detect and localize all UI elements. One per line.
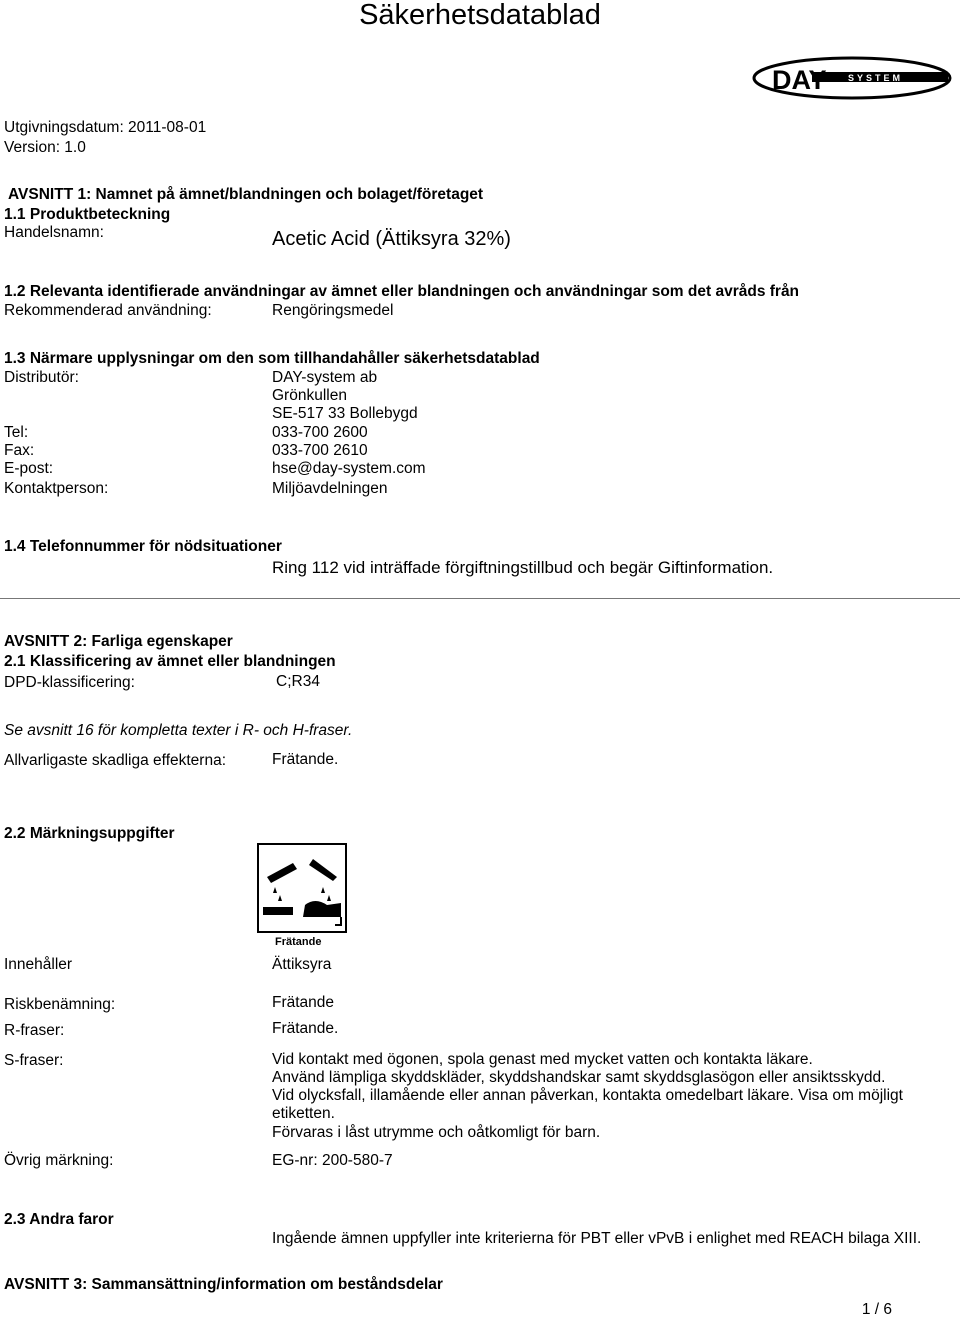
- fax-label: Fax:: [4, 442, 35, 459]
- recommended-use-label: Rekommenderad användning:: [4, 302, 212, 319]
- contains-label: Innehåller: [4, 956, 73, 973]
- dpd-value: C;R34: [276, 673, 320, 690]
- section2-heading: AVSNITT 2: Farliga egenskaper: [4, 633, 233, 650]
- s-phrase-line: Vid kontakt med ögonen, spola genast med mycket vatten och kontakta läkare.: [272, 1051, 813, 1068]
- section2-1-heading: 2.1 Klassificering av ämnet eller blandningen: [4, 653, 336, 670]
- other-marking-label: Övrig märkning:: [4, 1152, 114, 1169]
- r-phrases-value: Frätande.: [272, 1020, 339, 1037]
- s-phrase-line: etiketten.: [272, 1105, 335, 1122]
- section-divider: [0, 598, 960, 599]
- section2-3-heading: 2.3 Andra faror: [4, 1211, 114, 1228]
- logo-subtext: SYSTEM: [848, 73, 904, 83]
- distributor-street: Grönkullen: [272, 387, 347, 404]
- r-phrases-label: R-fraser:: [4, 1022, 65, 1039]
- email-value: hse@day-system.com: [272, 460, 426, 477]
- tel-label: Tel:: [4, 424, 29, 441]
- document-title: Säkerhetsdatablad: [359, 0, 601, 31]
- effects-value: Frätande.: [272, 751, 339, 768]
- effects-label: Allvarligaste skadliga effekterna:: [4, 752, 227, 769]
- s-phrase-line: Förvaras i låst utrymme och oåtkomligt för barn.: [272, 1124, 601, 1141]
- contact-value: Miljöavdelningen: [272, 480, 388, 497]
- page-number: 1 / 6: [861, 1301, 892, 1318]
- trade-name-value: Acetic Acid (Ättiksyra 32%): [272, 228, 511, 250]
- other-hazards-text: Ingående ämnen uppfyller inte kriterierna för PBT eller vPvB i enlighet med REACH bilaga XIII.: [272, 1230, 922, 1247]
- risk-label: Riskbenämning:: [4, 996, 116, 1013]
- section1-heading: AVSNITT 1: Namnet på ämnet/blandningen och bolaget/företaget: [8, 186, 484, 203]
- section1-1-heading: 1.1 Produktbeteckning: [4, 206, 171, 223]
- version: Version: 1.0: [4, 139, 86, 156]
- distributor-city: SE-517 33 Bollebygd: [272, 405, 418, 422]
- other-marking-value: EG-nr: 200-580-7: [272, 1152, 393, 1169]
- section2-2-heading: 2.2 Märkningsuppgifter: [4, 825, 175, 842]
- distributor-name: DAY-system ab: [272, 369, 378, 386]
- section1-4-heading: 1.4 Telefonnummer för nödsituationer: [4, 538, 282, 555]
- section3-heading: AVSNITT 3: Sammansättning/information om beståndsdelar: [4, 1276, 443, 1293]
- recommended-use-value: Rengöringsmedel: [272, 302, 394, 319]
- email-label: E-post:: [4, 460, 54, 477]
- s-phrase-line: Använd lämpliga skyddskläder, skyddshandskar samt skyddsglasögon eller ansiktsskydd.: [272, 1069, 886, 1086]
- issue-date: Utgivningsdatum: 2011-08-01: [4, 119, 207, 136]
- tel-value: 033-700 2600: [272, 424, 368, 441]
- risk-value: Frätande: [272, 994, 335, 1011]
- contact-label: Kontaktperson:: [4, 480, 109, 497]
- s-phrase-line: Vid olycksfall, illamående eller annan påverkan, kontakta omedelbart läkare. Visa om möjligt: [272, 1087, 903, 1104]
- contains-value: Ättiksyra: [272, 956, 332, 973]
- distributor-label: Distributör:: [4, 369, 79, 386]
- see-section16-note: Se avsnitt 16 för kompletta texter i R- och H-fraser.: [4, 722, 353, 739]
- section1-2-heading: 1.2 Relevanta identifierade användningar av ämnet eller blandningen och användningar som det avråds från: [4, 283, 800, 300]
- dpd-label: DPD-klassificering:: [4, 674, 135, 691]
- pictogram-caption: Frätande: [275, 936, 322, 948]
- logo-text: DAY: [772, 65, 827, 95]
- section1-3-heading: 1.3 Närmare upplysningar om den som tillhandahåller säkerhetsdatablad: [4, 350, 540, 367]
- s-phrases-label: S-fraser:: [4, 1052, 64, 1069]
- emergency-text: Ring 112 vid inträffade förgiftningstillbud och begär Giftinformation.: [272, 558, 774, 577]
- trade-name-label: Handelsnamn:: [4, 224, 104, 241]
- corrosive-pictogram-icon: [257, 843, 347, 933]
- fax-value: 033-700 2610: [272, 442, 368, 459]
- day-system-logo: [752, 56, 952, 100]
